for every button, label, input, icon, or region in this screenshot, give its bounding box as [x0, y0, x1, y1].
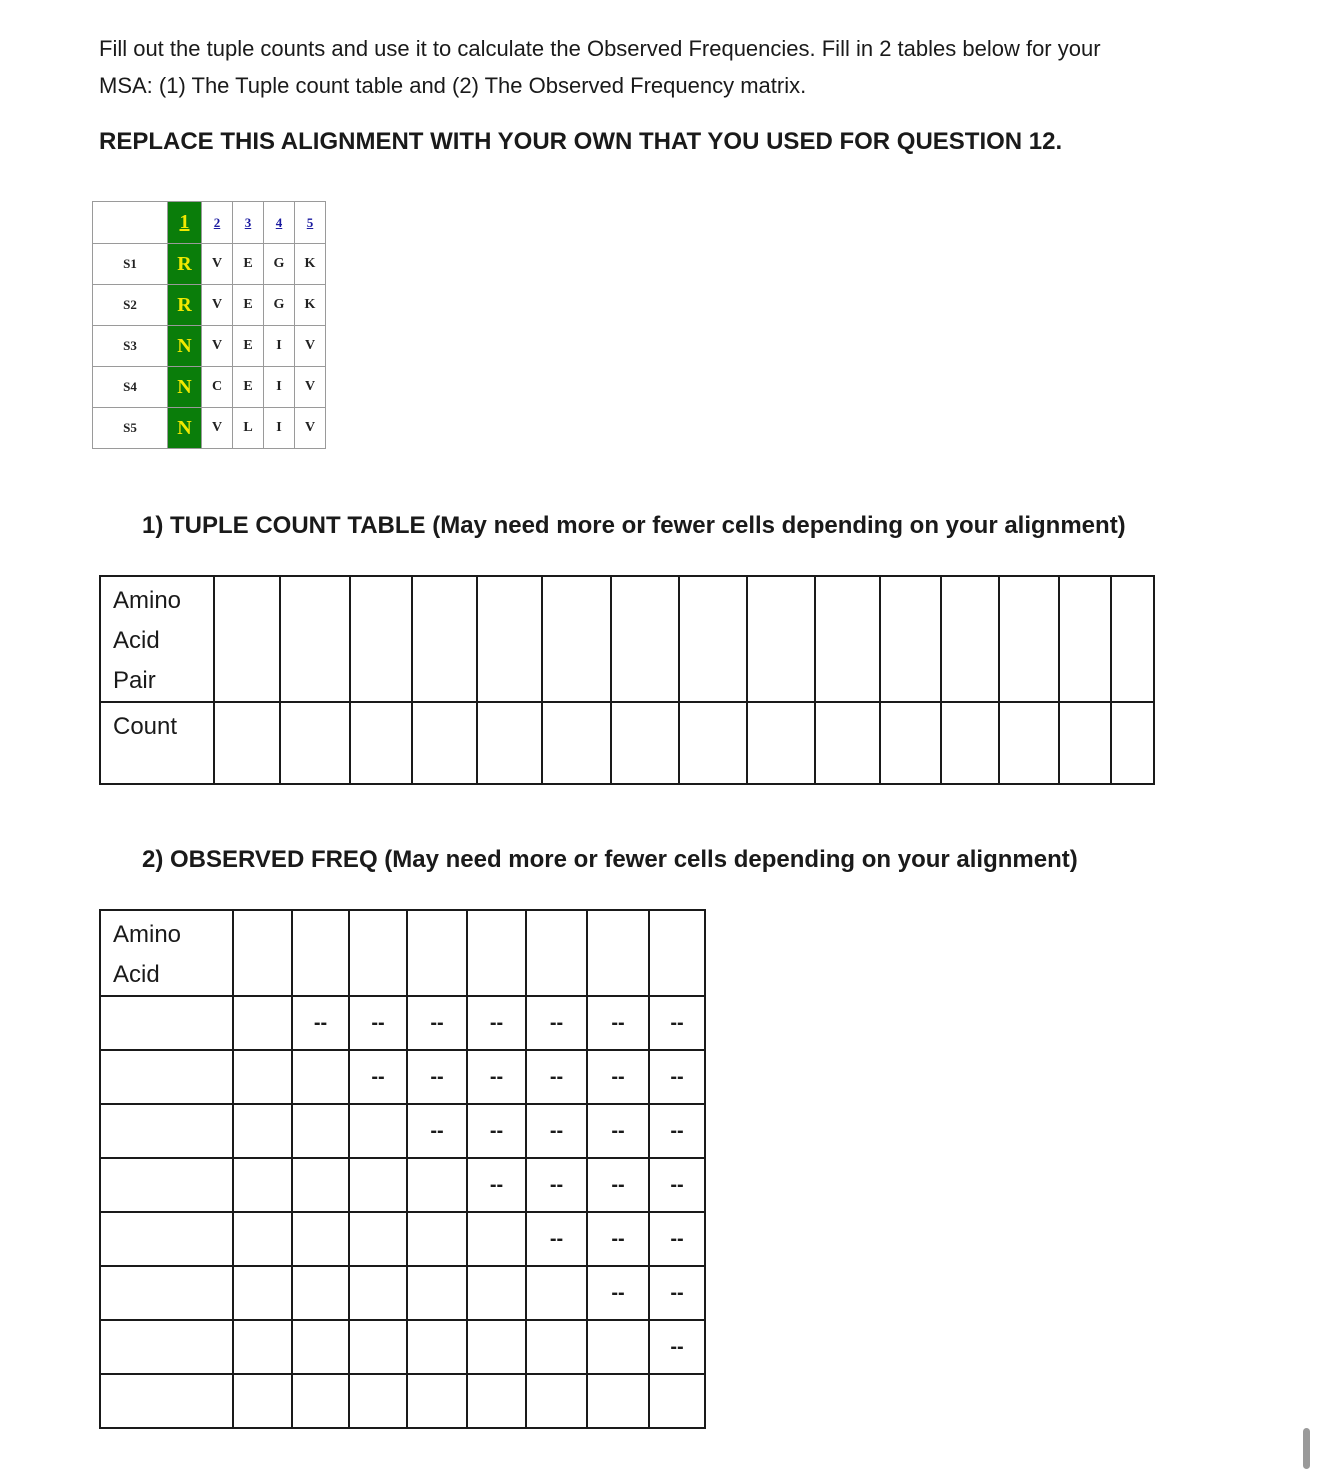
replace-alignment-warning: REPLACE THIS ALIGNMENT WITH YOUR OWN THAT YOU USED FOR QUESTION 12. [99, 128, 1063, 155]
residue-cell: G [264, 244, 295, 285]
amino-acid-pair-label [100, 576, 214, 702]
residue-cell: I [264, 326, 295, 367]
freq-cell[interactable] [292, 1050, 349, 1104]
freq-header-cell[interactable] [467, 910, 526, 996]
freq-cell: -- [526, 1212, 587, 1266]
freq-cell[interactable] [407, 1266, 467, 1320]
freq-cell[interactable] [233, 1266, 292, 1320]
freq-cell: -- [526, 996, 587, 1050]
freq-cell[interactable] [349, 1266, 407, 1320]
alignment-row [93, 367, 326, 408]
alignment-col-header[interactable]: 2 [202, 202, 233, 244]
row-amino-acid-cell[interactable] [100, 1050, 233, 1104]
freq-cell[interactable] [233, 1158, 292, 1212]
freq-cell[interactable] [292, 1320, 349, 1374]
count-input-cell[interactable] [941, 702, 999, 784]
freq-cell: -- [649, 1104, 705, 1158]
freq-cell[interactable] [349, 1158, 407, 1212]
residue-cell: K [295, 244, 326, 285]
instructions-line-2: MSA: (1) The Tuple count table and (2) The Observed Frequency matrix. [99, 73, 807, 98]
freq-cell[interactable] [467, 1212, 526, 1266]
pair-input-cell[interactable] [611, 576, 679, 702]
freq-cell: -- [407, 1104, 467, 1158]
residue-cell: E [233, 244, 264, 285]
pair-input-cell[interactable] [747, 576, 815, 702]
freq-row [100, 1104, 705, 1158]
freq-header-cell[interactable] [349, 910, 407, 996]
residue-cell: N [168, 326, 202, 367]
alignment-col-header[interactable]: 1 [168, 202, 202, 244]
count-input-cell[interactable] [880, 702, 941, 784]
freq-cell[interactable] [233, 1320, 292, 1374]
instructions-line-1: Fill out the tuple counts and use it to calculate the Observed Frequencies. Fill in 2 tables below for your [99, 36, 1101, 61]
freq-row [100, 1320, 705, 1374]
sequence-label: S2 [93, 285, 168, 326]
count-input-cell[interactable] [542, 702, 611, 784]
residue-cell: N [168, 408, 202, 449]
alignment-corner-cell [93, 202, 168, 244]
pair-input-cell[interactable] [815, 576, 880, 702]
freq-cell[interactable] [407, 1212, 467, 1266]
row-amino-acid-cell[interactable] [100, 1320, 233, 1374]
freq-cell: -- [467, 1158, 526, 1212]
residue-cell: V [295, 326, 326, 367]
label-line: Amino [113, 921, 182, 948]
pair-input-cell[interactable] [679, 576, 747, 702]
residue-cell: R [168, 244, 202, 285]
count-input-cell[interactable] [815, 702, 880, 784]
freq-cell[interactable] [292, 1158, 349, 1212]
freq-row [100, 1212, 705, 1266]
sequence-label: S1 [93, 244, 168, 285]
residue-cell: I [264, 367, 295, 408]
freq-cell[interactable] [233, 1050, 292, 1104]
label-line: Acid [113, 961, 160, 988]
pair-input-cell[interactable] [880, 576, 941, 702]
freq-cell: -- [587, 1050, 649, 1104]
pair-input-cell[interactable] [412, 576, 477, 702]
freq-cell[interactable] [526, 1266, 587, 1320]
row-amino-acid-cell[interactable] [100, 996, 233, 1050]
freq-cell: -- [292, 996, 349, 1050]
observed-freq-title: 2) OBSERVED FREQ (May need more or fewer cells depending on your alignment) [142, 846, 1078, 873]
freq-cell: -- [587, 1104, 649, 1158]
freq-cell: -- [407, 996, 467, 1050]
freq-row [100, 1374, 705, 1428]
freq-cell[interactable] [349, 1320, 407, 1374]
row-amino-acid-cell[interactable] [100, 1266, 233, 1320]
pair-input-cell[interactable] [542, 576, 611, 702]
freq-cell[interactable] [292, 1212, 349, 1266]
label-line: Amino [113, 587, 182, 614]
freq-cell[interactable] [233, 1374, 292, 1428]
freq-cell[interactable] [349, 1374, 407, 1428]
freq-cell[interactable] [467, 1266, 526, 1320]
freq-cell[interactable] [292, 1374, 349, 1428]
pair-input-cell[interactable] [941, 576, 999, 702]
freq-cell: -- [649, 996, 705, 1050]
freq-cell: -- [649, 1050, 705, 1104]
residue-cell: V [202, 244, 233, 285]
freq-cell: -- [349, 1050, 407, 1104]
alignment-col-header[interactable]: 4 [264, 202, 295, 244]
freq-cell[interactable] [349, 1212, 407, 1266]
label-line: Pair [113, 667, 156, 694]
row-amino-acid-cell[interactable] [100, 1158, 233, 1212]
freq-cell: -- [349, 996, 407, 1050]
residue-cell: K [295, 285, 326, 326]
freq-cell: -- [587, 1212, 649, 1266]
freq-cell[interactable] [526, 1374, 587, 1428]
freq-cell: -- [407, 1050, 467, 1104]
freq-cell[interactable] [233, 996, 292, 1050]
freq-cell[interactable] [467, 1374, 526, 1428]
residue-cell: V [295, 408, 326, 449]
amino-acid-pair-row [100, 576, 1154, 702]
freq-cell: -- [467, 1104, 526, 1158]
freq-cell[interactable] [407, 1320, 467, 1374]
freq-header-cell[interactable] [587, 910, 649, 996]
freq-cell: -- [587, 1266, 649, 1320]
residue-cell: E [233, 367, 264, 408]
residue-cell: E [233, 326, 264, 367]
count-input-cell[interactable] [679, 702, 747, 784]
residue-cell: I [264, 408, 295, 449]
freq-cell[interactable] [349, 1104, 407, 1158]
count-input-cell[interactable] [214, 702, 280, 784]
sequence-label: S3 [93, 326, 168, 367]
count-label: Count [100, 702, 214, 784]
count-input-cell[interactable] [350, 702, 412, 784]
pair-input-cell[interactable] [1059, 576, 1111, 702]
pair-input-cell[interactable] [214, 576, 280, 702]
freq-cell: -- [649, 1212, 705, 1266]
pair-input-cell[interactable] [350, 576, 412, 702]
freq-row [100, 996, 705, 1050]
alignment-row [93, 244, 326, 285]
residue-cell: V [295, 367, 326, 408]
alignment-row [93, 408, 326, 449]
row-amino-acid-cell[interactable] [100, 1212, 233, 1266]
label-line: Acid [113, 627, 160, 654]
freq-header-cell[interactable] [233, 910, 292, 996]
residue-cell: N [168, 367, 202, 408]
residue-cell: E [233, 285, 264, 326]
alignment-row [93, 285, 326, 326]
freq-row [100, 1158, 705, 1212]
freq-cell: -- [526, 1104, 587, 1158]
freq-cell[interactable] [587, 1374, 649, 1428]
freq-cell[interactable] [407, 1374, 467, 1428]
freq-cell[interactable] [233, 1104, 292, 1158]
residue-cell: R [168, 285, 202, 326]
freq-cell[interactable] [467, 1320, 526, 1374]
count-input-cell[interactable] [611, 702, 679, 784]
count-input-cell[interactable] [999, 702, 1059, 784]
freq-header-row [100, 910, 705, 996]
freq-cell: -- [526, 1050, 587, 1104]
freq-header-cell[interactable] [526, 910, 587, 996]
residue-cell: V [202, 326, 233, 367]
freq-header-cell[interactable] [649, 910, 705, 996]
sequence-label: S4 [93, 367, 168, 408]
residue-cell: G [264, 285, 295, 326]
pair-input-cell[interactable] [1111, 576, 1154, 702]
count-input-cell[interactable] [747, 702, 815, 784]
count-input-cell[interactable] [1111, 702, 1154, 784]
freq-cell[interactable] [526, 1320, 587, 1374]
residue-cell: L [233, 408, 264, 449]
residue-cell: V [202, 285, 233, 326]
count-input-cell[interactable] [412, 702, 477, 784]
vertical-scrollbar-thumb[interactable] [1303, 1428, 1310, 1469]
freq-cell: -- [649, 1158, 705, 1212]
amino-acid-header-label [100, 910, 233, 996]
alignment-col-header[interactable]: 3 [233, 202, 264, 244]
instructions-paragraph [99, 30, 1249, 104]
freq-cell[interactable] [292, 1266, 349, 1320]
alignment-header-row [93, 202, 326, 244]
pair-input-cell[interactable] [999, 576, 1059, 702]
observed-freq-table [99, 909, 706, 1429]
freq-cell: -- [467, 1050, 526, 1104]
freq-header-cell[interactable] [292, 910, 349, 996]
freq-cell[interactable] [233, 1212, 292, 1266]
alignment-col-header[interactable]: 5 [295, 202, 326, 244]
freq-cell: -- [526, 1158, 587, 1212]
count-row [100, 702, 1154, 784]
count-input-cell[interactable] [280, 702, 350, 784]
residue-cell: V [202, 408, 233, 449]
freq-cell[interactable] [587, 1320, 649, 1374]
alignment-row [93, 326, 326, 367]
freq-cell[interactable] [292, 1104, 349, 1158]
freq-cell: -- [649, 1320, 705, 1374]
freq-row [100, 1050, 705, 1104]
alignment-table [92, 201, 326, 449]
count-input-cell[interactable] [1059, 702, 1111, 784]
freq-cell[interactable] [649, 1374, 705, 1428]
sequence-label: S5 [93, 408, 168, 449]
tuple-count-table [99, 575, 1155, 785]
pair-input-cell[interactable] [477, 576, 542, 702]
freq-cell: -- [587, 1158, 649, 1212]
freq-cell: -- [587, 996, 649, 1050]
pair-input-cell[interactable] [280, 576, 350, 702]
count-input-cell[interactable] [477, 702, 542, 784]
freq-header-cell[interactable] [407, 910, 467, 996]
row-amino-acid-cell[interactable] [100, 1104, 233, 1158]
residue-cell: C [202, 367, 233, 408]
tuple-count-title: 1) TUPLE COUNT TABLE (May need more or fewer cells depending on your alignment) [142, 512, 1126, 539]
freq-cell: -- [467, 996, 526, 1050]
freq-row [100, 1266, 705, 1320]
row-amino-acid-cell[interactable] [100, 1374, 233, 1428]
freq-cell[interactable] [407, 1158, 467, 1212]
freq-cell: -- [649, 1266, 705, 1320]
